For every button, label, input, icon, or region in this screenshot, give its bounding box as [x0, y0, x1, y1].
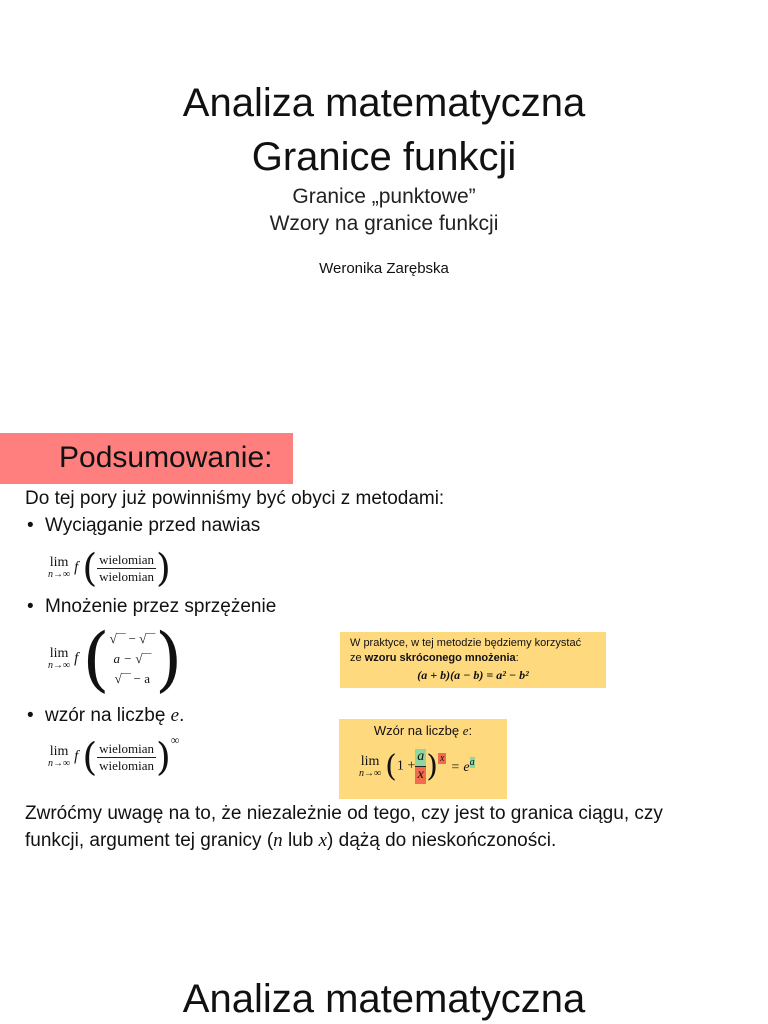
- func-f: f: [74, 650, 79, 667]
- paren-right: ): [156, 735, 171, 779]
- paren-left: (: [385, 749, 397, 784]
- lim-symbol: lim n→∞: [359, 753, 382, 779]
- one-plus: 1 +: [396, 758, 416, 774]
- slide1-subtitle-line1: Granice „punktowe”: [292, 185, 476, 208]
- func-f: f: [74, 559, 79, 576]
- a-over-x: $\frac{a}{x}$: [417, 749, 425, 782]
- note-line2: ze wzoru skróconego mnożenia:: [350, 652, 519, 664]
- lim-symbol: lim n→∞: [48, 744, 71, 769]
- formula-factoring: [48, 546, 171, 590]
- slide1-title-line1: Analiza matematyczna: [182, 81, 586, 125]
- bullet-dot: •: [27, 515, 34, 536]
- bullet-e-label: wzór na liczbę: [45, 705, 171, 726]
- e-formula-title: Wzór na liczbę e:: [373, 723, 473, 738]
- summary-intro: Do tej pory już powinniśmy być obyci z metodami:: [25, 488, 445, 509]
- summary-banner: [0, 433, 293, 484]
- formula-e: [48, 735, 179, 779]
- bullet-e-var: e: [170, 705, 180, 726]
- lim-symbol: lim n→∞: [48, 555, 71, 580]
- note-box-e-formula: [339, 719, 507, 799]
- closing-line1: Zwróćmy uwagę na to, że niezależnie od tego, czy jest to granica ciągu, czy: [25, 803, 663, 824]
- closing-line2: funkcji, argument tej granicy (n lub x) dążą do nieskończoności.: [25, 830, 557, 851]
- summary-banner-label: Podsumowanie:: [59, 441, 273, 474]
- bullet-dot: •: [27, 705, 34, 726]
- note-box-short-multiplication: [340, 632, 606, 688]
- bullet-conjugate: [27, 594, 276, 620]
- paren-right: ): [426, 749, 438, 784]
- paren-left: (: [82, 618, 110, 700]
- bullet-factoring: [27, 513, 260, 539]
- paren-left: (: [82, 735, 98, 779]
- slide1-author: Weronika Zarębska: [319, 260, 449, 277]
- bullet-e-end: .: [179, 705, 185, 726]
- equals-e: = $e^a$: [450, 757, 475, 775]
- note-line1: W praktyce, w tej metodzie będziemy korzystać: [350, 637, 582, 649]
- slide1-subtitle-line2: Wzory na granice funkcji: [269, 212, 499, 235]
- power-infinity: ∞: [170, 733, 180, 747]
- bullet-e-number: [27, 703, 184, 729]
- e-formula: [359, 749, 475, 795]
- slide3-title-line1: Analiza matematyczna: [182, 977, 586, 1021]
- fraction: $\frac{\text{wielomian}}{\text{wielomian}}$: [99, 551, 155, 584]
- formula-conjugate: [48, 618, 183, 700]
- bullet-factoring-label: Wyciąganie przed nawias: [45, 515, 261, 536]
- bullet-conjugate-label: Mnożenie przez sprzężenie: [45, 596, 277, 617]
- paren-right: ): [156, 546, 171, 590]
- bullet-dot: •: [27, 596, 34, 617]
- conjugate-stack: √‾‾ − √‾‾ a − √‾‾ √‾‾ − a: [109, 631, 156, 686]
- func-f: f: [74, 748, 79, 765]
- paren-right: ): [155, 618, 183, 700]
- short-multiplication-formula: (a + b)(a − b) = a² − b²: [417, 668, 529, 682]
- lim-symbol: lim n→∞: [48, 646, 71, 671]
- paren-left: (: [82, 546, 98, 590]
- exponent-x: x: [439, 753, 445, 764]
- slide1-title-line2: Granice funkcji: [251, 135, 517, 179]
- fraction: $\frac{\text{wielomian}}{\text{wielomian}}$: [99, 740, 155, 773]
